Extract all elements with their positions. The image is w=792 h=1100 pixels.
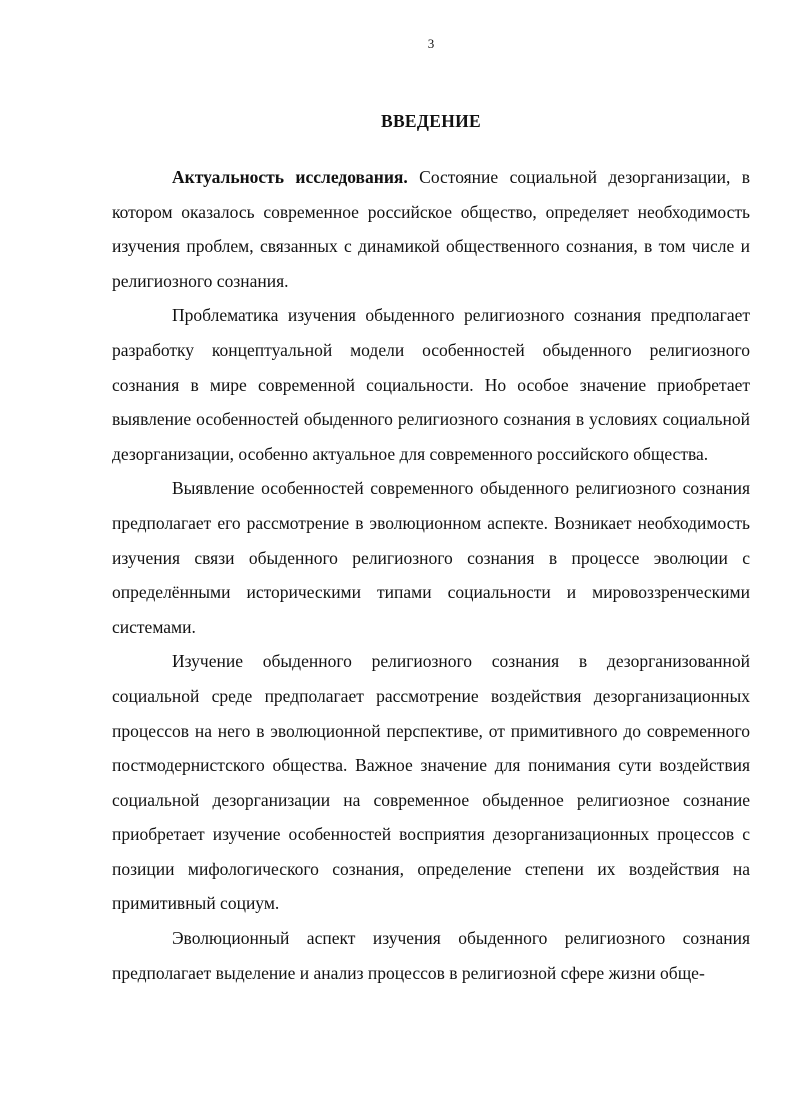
paragraph-evolutionary-study: Эволюционный аспект изучения обыденного религиозного сознания предполагает выделение и анализ процессов в религиозной сфере жизни обще- <box>112 928 750 983</box>
paragraph-problematics: Проблематика изучения обыденного религиозного сознания предполагает разработку концептуальной модели особенностей обыденного религиозного сознания в мире современной социальности. Но особое значение приобретает выявление особенностей обыденного религиозного сознания в условиях социальной дезорганизации, особенно актуальное для современного российского общества. <box>112 305 750 464</box>
page-number: 3 <box>427 36 435 51</box>
body-text <box>112 160 750 990</box>
section-heading: ВВЕДЕНИЕ <box>380 110 482 131</box>
paragraph-disorganized-environment: Изучение обыденного религиозного сознания в дезорганизованной социальной среде предполагает рассмотрение воздействия дезорганизационных процессов на него в эволюционной перспективе, от примитивного до современного постмодернистского общества. Важное значение для понимания сути воздействия социальной дезорганизации на современное обыденное религиозное сознание приобретает изучение особенностей восприятия дезорганизационных процессов с позиции мифологического сознания, определение степени их воздействия на примитивный социум. <box>112 651 750 914</box>
relevance-text: Состояние социальной дезорганизации, в котором оказалось современное российское общество, определяет необходимость изучения проблем, связанных с динамикой общественного сознания, в том числе и религиозного сознания. <box>112 167 750 291</box>
paragraph-relevance <box>112 160 750 298</box>
relevance-lead: Актуальность исследования. <box>172 167 408 187</box>
paragraph-evolution-aspect: Выявление особенностей современного обыденного религиозного сознания предполагает его рассмотрение в эволюционном аспекте. Возникает необходимость изучения связи обыденного религиозного сознания в процессе эволюции с определёнными историческими типами социальности и мировоззренческими системами. <box>112 478 750 637</box>
